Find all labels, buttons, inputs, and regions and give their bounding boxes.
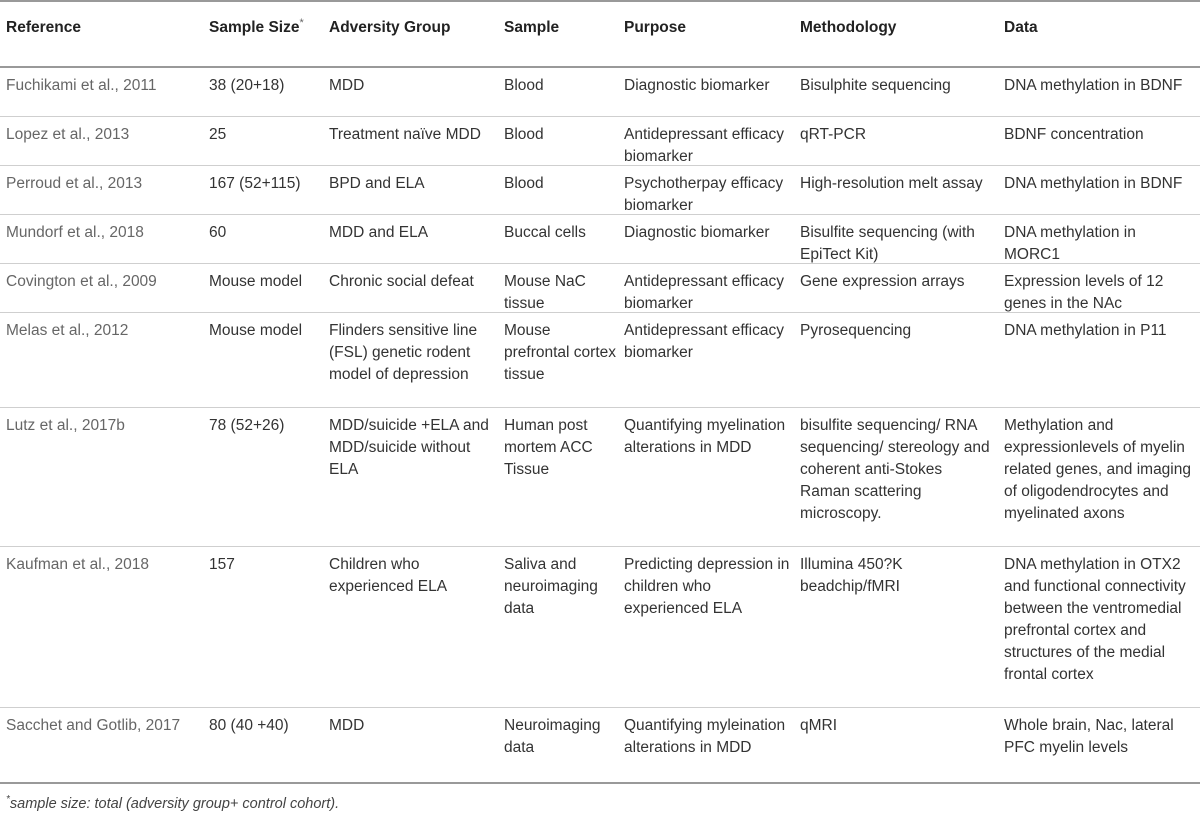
cell-sample: Human post mortem ACC Tissue — [504, 417, 593, 478]
cell-adversity-group: MDD — [329, 717, 365, 734]
header-purpose: Purpose — [624, 19, 687, 36]
cell-sample-size: Mouse model — [209, 273, 303, 290]
header-sample-size — [209, 17, 321, 39]
cell-purpose: Predicting depression in children who experienced ELA — [624, 556, 790, 617]
cell-sample-size: Mouse model — [209, 322, 303, 339]
cell-methodology: Bisulfite sequencing (with EpiTect Kit) — [800, 224, 975, 263]
cell-purpose: Quantifying myleination alterations in MDD — [624, 717, 786, 756]
cell-reference: Mundorf et al., 2018 — [6, 224, 144, 241]
cell-reference: Lutz et al., 2017b — [6, 417, 125, 434]
table-row — [0, 708, 1200, 784]
table-row — [0, 264, 1200, 313]
cell-methodology: Illumina 450?K beadchip/fMRI — [800, 556, 903, 595]
header-adversity-group: Adversity Group — [329, 19, 451, 36]
cell-sample-size: 157 — [209, 556, 235, 573]
cell-sample: Blood — [504, 126, 544, 143]
cell-adversity-group: MDD/suicide +ELA and MDD/suicide without ELA — [329, 417, 489, 478]
cell-data: Expression levels of 12 genes in the NAc — [1004, 273, 1164, 312]
cell-sample: Saliva and neuroimaging data — [504, 556, 598, 617]
cell-reference: Fuchikami et al., 2011 — [6, 77, 157, 94]
cell-methodology: High-resolution melt assay — [800, 175, 983, 192]
cell-data: DNA methylation in OTX2 and functional connectivity between the ventromedial prefrontal cortex and structures of the medial frontal cortex — [1004, 556, 1186, 683]
cell-sample-size: 25 — [209, 126, 227, 143]
cell-methodology: Bisulphite sequencing — [800, 77, 951, 94]
cell-data: Whole brain, Nac, lateral PFC myelin levels — [1004, 717, 1174, 756]
header-sample-size-label: Sample Size — [209, 19, 300, 36]
cell-sample: Mouse NaC tissue — [504, 273, 586, 312]
cell-sample-size: 78 (52+26) — [209, 417, 285, 434]
cell-data: DNA methylation in BDNF — [1004, 175, 1183, 192]
table-row — [0, 408, 1200, 547]
cell-sample-size: 167 (52+115) — [209, 175, 301, 192]
cell-adversity-group: MDD and ELA — [329, 224, 429, 241]
header-sample: Sample — [504, 19, 560, 36]
cell-reference: Sacchet and Gotlib, 2017 — [6, 717, 181, 734]
table-row — [0, 215, 1200, 264]
cell-purpose: Antidepressant efficacy biomarker — [624, 126, 784, 165]
cell-adversity-group: Flinders sensitive line (FSL) genetic rodent model of depression — [329, 322, 478, 383]
cell-reference: Lopez et al., 2013 — [6, 126, 130, 143]
cell-data: DNA methylation in MORC1 — [1004, 224, 1136, 263]
cell-sample-size: 38 (20+18) — [209, 77, 285, 94]
cell-sample: Buccal cells — [504, 224, 586, 241]
header-methodology: Methodology — [800, 19, 897, 36]
cell-reference: Kaufman et al., 2018 — [6, 556, 150, 573]
footnote-marker: * — [6, 794, 10, 806]
cell-adversity-group: MDD — [329, 77, 365, 94]
table-header-row — [0, 0, 1200, 68]
table-footnote — [6, 796, 339, 812]
cell-purpose: Diagnostic biomarker — [624, 77, 770, 94]
cell-methodology: qMRI — [800, 717, 838, 734]
cell-methodology: qRT-PCR — [800, 126, 867, 143]
cell-sample-size: 80 (40 +40) — [209, 717, 289, 734]
footnote-text: sample size: total (adversity group+ control cohort). — [9, 796, 340, 812]
cell-data: DNA methylation in BDNF — [1004, 77, 1183, 94]
cell-data: Methylation and expressionlevels of myelin related genes, and imaging of oligodendrocytes and myelinated axons — [1004, 417, 1191, 522]
cell-purpose: Psychotherpay efficacy biomarker — [624, 175, 784, 214]
cell-methodology: bisulfite sequencing/ RNA sequencing/ stereology and coherent anti-Stokes Raman scattering microscopy. — [800, 417, 990, 522]
cell-reference: Melas et al., 2012 — [6, 322, 129, 339]
header-data: Data — [1004, 19, 1038, 36]
cell-purpose: Antidepressant efficacy biomarker — [624, 273, 784, 312]
header-sample-size-footnote-marker: * — [299, 16, 304, 29]
cell-adversity-group: BPD and ELA — [329, 175, 425, 192]
cell-reference: Perroud et al., 2013 — [6, 175, 143, 192]
cell-reference: Covington et al., 2009 — [6, 273, 157, 290]
cell-sample: Neuroimaging data — [504, 717, 601, 756]
cell-methodology: Gene expression arrays — [800, 273, 965, 290]
cell-adversity-group: Treatment naïve MDD — [329, 126, 481, 143]
table-row — [0, 547, 1200, 708]
cell-sample: Mouse prefrontal cortex tissue — [504, 322, 616, 383]
table-row — [0, 313, 1200, 408]
cell-adversity-group: Chronic social defeat — [329, 273, 474, 290]
cell-sample: Blood — [504, 175, 544, 192]
table-row — [0, 117, 1200, 166]
cell-data: BDNF concentration — [1004, 126, 1144, 143]
cell-sample: Blood — [504, 77, 544, 94]
cell-methodology: Pyrosequencing — [800, 322, 912, 339]
cell-data: DNA methylation in P11 — [1004, 322, 1167, 339]
cell-purpose: Antidepressant efficacy biomarker — [624, 322, 784, 361]
table-row — [0, 68, 1200, 117]
table-row — [0, 166, 1200, 215]
header-reference: Reference — [6, 19, 81, 36]
cell-purpose: Quantifying myelination alterations in MDD — [624, 417, 786, 456]
cell-adversity-group: Children who experienced ELA — [329, 556, 448, 595]
cell-purpose: Diagnostic biomarker — [624, 224, 770, 241]
cell-sample-size: 60 — [209, 224, 227, 241]
